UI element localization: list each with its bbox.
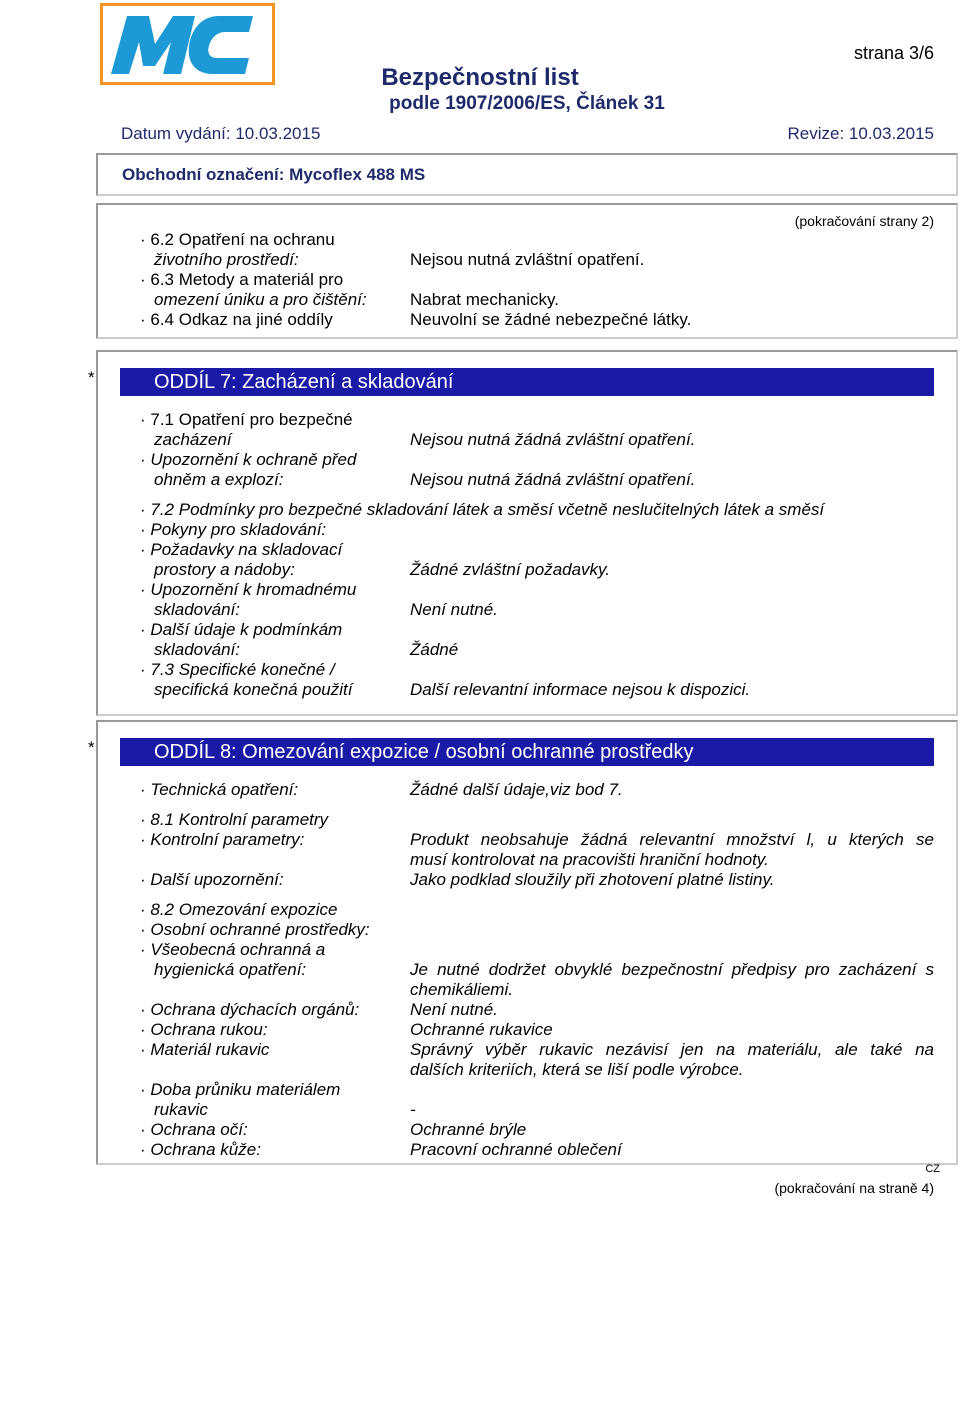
document-subtitle: podle 1907/2006/ES, Článek 31 [389,93,665,114]
s8-control-value-2: musí kontrolovat na pracovišti hraniční hodnoty. [410,850,769,869]
s8-2-heading: · 8.2 Omezování expozice [140,900,338,919]
s8-respiratory-value: Není nutné. [410,1000,498,1019]
document-title: Bezpečnostní list [381,64,579,91]
s6-4-value: Neuvolní se žádné nebezpečné látky. [410,310,692,329]
s7-1-label-1: · 7.1 Opatření pro bezpečné [140,410,353,429]
s8-control-value-1: Produkt neobsahuje žádná relevantní množství l, u kterých se [410,830,934,849]
s8-glove-material-value-2: dalších kriteriích, která se liší podle výrobce. [410,1060,744,1079]
s8-skin-label: · Ochrana kůže: [140,1140,261,1159]
s8-hands-value: Ochranné rukavice [410,1020,553,1039]
s7-fire-label-2: ohněm a explozí: [154,470,284,489]
s7-storage-req-label-2: prostory a nádoby: [154,560,295,579]
s6-4-label: · 6.4 Odkaz na jiné oddíly [140,310,333,329]
trade-name-box [96,153,958,196]
s6-2-value: Nejsou nutná zvláštní opatření. [410,250,645,269]
s6-3-label-2: omezení úniku a pro čištění: [154,290,367,309]
s6-2-label-1: · 6.2 Opatření na ochranu [140,230,335,249]
s7-fire-label-1: · Upozornění k ochraně před [140,450,357,469]
s8-tech-value: Žádné další údaje,viz bod 7. [410,780,623,799]
s8-respiratory-label: · Ochrana dýchacích orgánů: [140,1000,360,1019]
s8-glove-material-label: · Materiál rukavic [140,1040,270,1059]
s6-3-label-1: · 6.3 Metody a materiál pro [140,270,344,289]
s8-eyes-label: · Ochrana očí: [140,1120,248,1139]
s7-bulk-value: Není nutné. [410,600,498,619]
s8-hygiene-value-2: chemikáliemi. [410,980,513,999]
language-code: CZ [925,1163,940,1175]
issue-date: Datum vydání: 10.03.2015 [121,124,321,143]
s7-storage-req-label-1: · Požadavky na skladovací [140,540,343,559]
changed-marker: * [88,368,95,387]
continuation-to: (pokračování na straně 4) [774,1180,934,1196]
s7-fire-value: Nejsou nutná žádná zvláštní opatření. [410,470,696,489]
s7-3-value: Další relevantní informace nejsou k dispozici. [410,680,751,699]
s7-3-label-2: specifická konečná použití [154,680,353,699]
s8-ppe-label: · Osobní ochranné prostředky: [140,920,370,939]
s8-glove-material-value-1: Správný výběr rukavic nezávisí jen na materiálu, ale také na [410,1040,934,1059]
changed-marker: * [88,738,95,757]
s8-notes-value: Jako podklad sloužily při zhotovení platné listiny. [410,870,775,889]
s8-eyes-value: Ochranné brýle [410,1120,527,1139]
s7-other-label-2: skladování: [154,640,240,659]
section-7-title: ODDÍL 7: Zacházení a skladování [120,368,934,396]
section-8-title: ODDÍL 8: Omezování expozice / osobní ochranné prostředky [120,738,934,766]
s8-hygiene-label-2: hygienická opatření: [154,960,307,979]
s7-bulk-label-1: · Upozornění k hromadnému [140,580,357,599]
page-number: strana 3/6 [853,43,934,63]
s7-other-value: Žádné [410,640,459,659]
s8-1-heading: · 8.1 Kontrolní parametry [140,810,329,829]
continuation-from: (pokračování strany 2) [794,213,934,229]
s8-breakthrough-value: - [410,1100,416,1119]
s6-2-label-2: životního prostředí: [154,250,299,269]
s8-hands-label: · Ochrana rukou: [140,1020,268,1039]
s8-notes-label: · Další upozornění: [140,870,284,889]
trade-name: Obchodní označení: Mycoflex 488 MS [122,165,426,184]
s8-tech-label: · Technická opatření: [140,780,299,799]
s8-hygiene-label-1: · Všeobecná ochranná a [140,940,326,959]
revision-date: Revize: 10.03.2015 [787,124,934,143]
s8-control-label: · Kontrolní parametry: [140,830,305,849]
s8-breakthrough-label-1: · Doba průniku materiálem [140,1080,341,1099]
s7-storage-req-value: Žádné zvláštní požadavky. [410,560,611,579]
s7-other-label-1: · Další údaje k podmínkám [140,620,343,639]
s7-2-heading: · 7.2 Podmínky pro bezpečné skladování látek a směsí včetně neslučitelných látek a směsí [140,500,825,519]
s8-hygiene-value-1: Je nutné dodržet obvyklé bezpečnostní předpisy pro zacházení s [410,960,934,979]
s8-skin-value: Pracovní ochranné oblečení [410,1140,622,1159]
s7-storage-instructions: · Pokyny pro skladování: [140,520,327,539]
s7-1-label-2: zacházení [154,430,232,449]
s7-1-value: Nejsou nutná žádná zvláštní opatření. [410,430,696,449]
s6-3-value: Nabrat mechanicky. [410,290,559,309]
s7-3-label-1: · 7.3 Specifické konečné / [140,660,335,679]
s8-breakthrough-label-2: rukavic [154,1100,208,1119]
s7-bulk-label-2: skladování: [154,600,240,619]
